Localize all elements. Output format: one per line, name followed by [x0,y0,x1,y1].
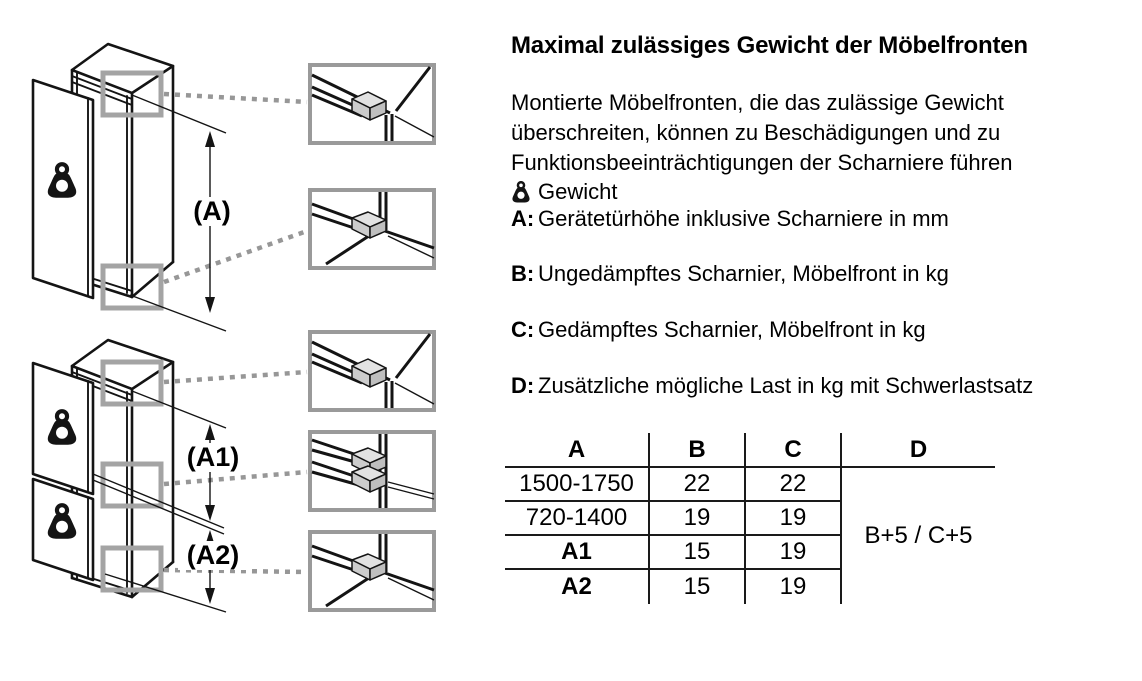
intro-line: Montierte Möbelfronten, die das zulässige Gewicht [511,90,1004,115]
legend-text: Gedämpftes Scharnier, Möbelfront in kg [538,317,926,342]
callout-line [164,570,307,572]
legend-key: C: [511,317,535,342]
legend-item-c [511,317,926,343]
table-header-a: A [505,433,650,468]
table-header-d: D [842,433,995,468]
legend-text: Gerätetürhöhe inklusive Scharniere in mm [538,206,949,231]
callout-line [164,231,307,282]
hinge-detail-bottom [310,190,434,268]
intro-line: überschreiten, können zu Beschädigungen und zu [511,120,1001,145]
intro-line: Funktionsbeeinträchtigungen der Scharniere führen [511,150,1013,175]
weight-table [505,433,995,604]
legend-key: A: [511,206,535,231]
hinge-detail-top [310,332,434,410]
dimension-label-a1: (A1) [178,443,248,472]
legend-item-d [511,373,1033,399]
dimension-a1 [205,424,215,521]
legend-key: B: [511,261,535,286]
table-cell: 19 [650,502,746,536]
legend-text: Zusätzliche mögliche Last in kg mit Schwerlastsatz [538,373,1034,398]
weight-icon [511,181,531,204]
callout-line [164,372,307,382]
table-cell: 1500-1750 [505,468,650,502]
legend-weight [511,179,617,205]
table-cell: 22 [746,468,842,502]
callout-line [164,472,307,484]
legend-weight-label: Gewicht [538,179,618,204]
hinge-detail-top [310,65,434,143]
table-cell: 720-1400 [505,502,650,536]
hinge-detail-bottom [310,532,434,610]
table-header-b: B [650,433,746,468]
callout-line [164,94,307,102]
page-title: Maximal zulässiges Gewicht der Möbelfronten [511,32,1028,59]
legend-item-b [511,261,949,287]
legend-item-a [511,206,949,232]
intro-paragraph [511,88,1142,178]
table-cell: A2 [505,570,650,604]
table-cell: 19 [746,502,842,536]
dimension-label-a: (A) [182,197,242,226]
table-cell: A1 [505,536,650,570]
table-cell: 19 [746,536,842,570]
table-cell: 19 [746,570,842,604]
single-door-appliance [33,44,307,331]
double-door-appliance [33,340,307,612]
table-cell: 22 [650,468,746,502]
table-cell: 15 [650,570,746,604]
table-cell: 15 [650,536,746,570]
hinge-detail-middle [310,432,434,510]
legend-key: D: [511,373,535,398]
dimension-label-a2: (A2) [178,541,248,570]
table-cell-d-merged: B+5 / C+5 [864,522,973,549]
legend-text: Ungedämpftes Scharnier, Möbelfront in kg [538,261,949,286]
table-header-c: C [746,433,842,468]
